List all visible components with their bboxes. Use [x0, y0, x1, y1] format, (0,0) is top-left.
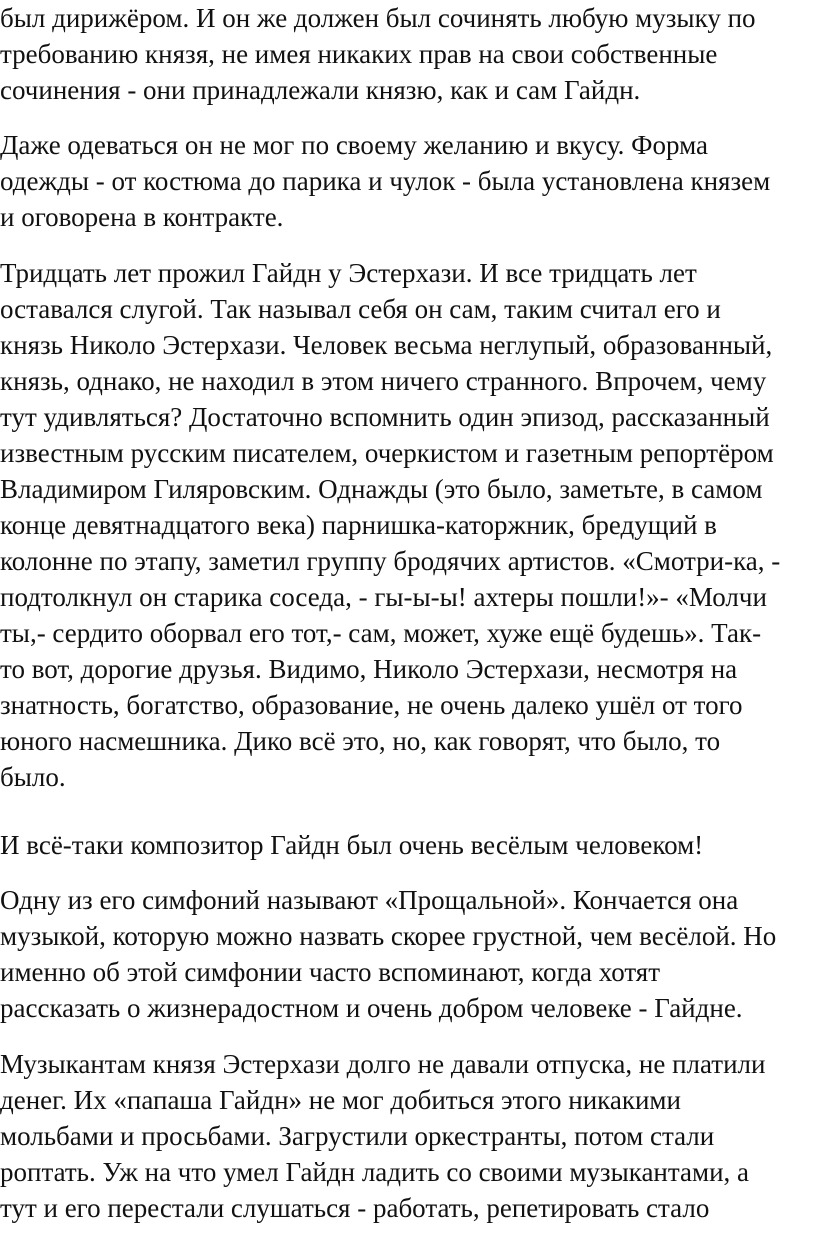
text-line: одежды - от костюма до парика и чулок - была установлена князем [0, 166, 771, 196]
text-line: Владимиром Гиляровским. Однажды (это было, заметьте, в самом [0, 474, 763, 504]
text-line: знатность, богатство, образование, не очень далеко ушёл от того [0, 690, 743, 720]
text-line: денег. Их «папаша Гайдн» не мог добиться этого никакими [0, 1085, 681, 1115]
text-line: подтолкнул он старика соседа, - гы-ы-ы! ахтеры пошли!»- «Молчи [0, 582, 767, 612]
text-line: был дирижёром. И он же должен был сочинять любую музыку по [0, 3, 756, 33]
paragraph-4 [0, 827, 703, 863]
text-line: Даже одеваться он не мог по своему желанию и вкусу. Форма [0, 130, 708, 160]
text-line: Одну из его симфоний называют «Прощальной». Кончается она [0, 885, 739, 915]
text-line: И всё-таки композитор Гайдн был очень весёлым человеком! [0, 830, 704, 860]
paragraph-5 [0, 882, 776, 1026]
text-line: сочинения - они принадлежали князю, как и сам Гайдн. [0, 75, 641, 105]
text-line: тут и его перестали слушаться - работать, репетировать стало [0, 1193, 710, 1223]
text-line: оставался слугой. Так называл себя он сам, таким считал его и [0, 294, 721, 324]
text-line: князь Николо Эстерхази. Человек весьма неглупый, образованный, [0, 330, 773, 360]
paragraph-2 [0, 127, 770, 235]
text-line: известным русским писателем, очеркистом и газетным репортёром [0, 438, 774, 468]
text-line: тут удивляться? Достаточно вспомнить один эпизод, рассказанный [0, 402, 770, 432]
text-line: князь, однако, не находил в этом ничего странного. Впрочем, чему [0, 366, 767, 396]
text-line: ты,- сердито оборвал его тот,- сам, может, хуже ещё будешь». Так- [0, 618, 762, 648]
text-line: то вот, дорогие друзья. Видимо, Николо Эстерхази, несмотря на [0, 654, 738, 684]
paragraph-1 [0, 0, 756, 108]
text-line: и оговорена в контракте. [0, 202, 284, 232]
text-line: музыкой, которую можно назвать скорее грустной, чем весёлой. Но [0, 921, 777, 951]
text-line: колонне по этапу, заметил группу бродячих артистов. «Смотри-ка, - [0, 546, 781, 576]
text-line: Тридцать лет прожил Гайдн у Эстерхази. И все тридцать лет [0, 258, 697, 288]
text-line: мольбами и просьбами. Загрустили оркестранты, потом стали [0, 1121, 715, 1151]
text-line: рассказать о жизнерадостном и очень добром человеке - Гайдне. [0, 993, 743, 1023]
paragraph-3 [0, 255, 780, 795]
text-line: требованию князя, не имея никаких прав на свои собственные [0, 39, 718, 69]
paragraph-6 [0, 1046, 765, 1226]
text-line: было. [0, 762, 66, 792]
text-line: роптать. Уж на что умел Гайдн ладить со своими музыкантами, а [0, 1157, 750, 1187]
text-line: конце девятнадцатого века) парнишка-каторжник, бредущий в [0, 510, 717, 540]
text-line: именно об этой симфонии часто вспоминают, когда хотят [0, 957, 661, 987]
text-line: юного насмешника. Дико всё это, но, как говорят, что было, то [0, 726, 721, 756]
text-line: Музыкантам князя Эстерхази долго не давали отпуска, не платили [0, 1049, 766, 1079]
